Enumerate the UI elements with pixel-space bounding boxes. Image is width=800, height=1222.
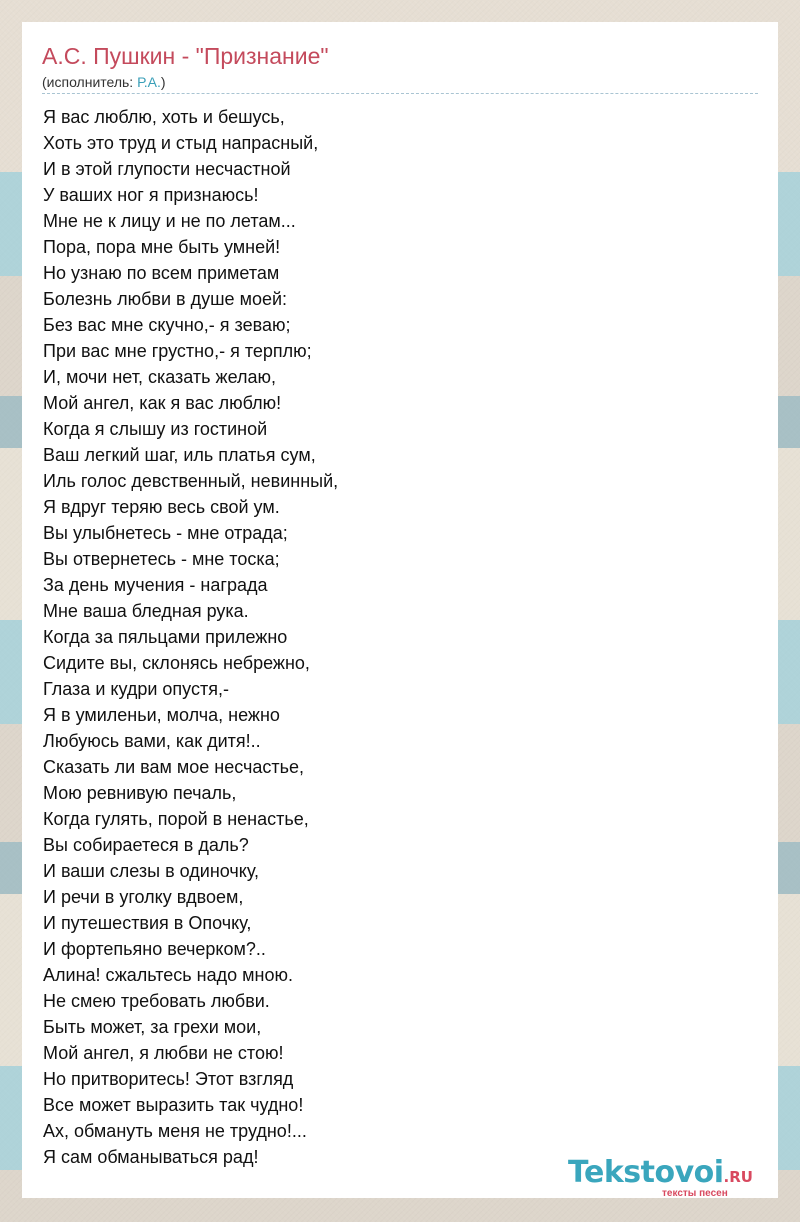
lyrics-card bbox=[22, 22, 778, 1198]
lyric-line: Пора, пора мне быть умней! bbox=[43, 237, 281, 257]
lyric-line: Все может выразить так чудно! bbox=[43, 1095, 304, 1115]
lyric-line: Мой ангел, я любви не стою! bbox=[43, 1043, 284, 1063]
lyric-line: Но узнаю по всем приметам bbox=[43, 263, 280, 283]
song-title: А.С. Пушкин - "Признание" bbox=[42, 43, 329, 69]
lyric-line: Я вдруг теряю весь свой ум. bbox=[43, 497, 280, 517]
lyric-line: Вы собираетеся в даль? bbox=[43, 835, 249, 855]
lyric-line: Глаза и кудри опустя,- bbox=[43, 679, 229, 699]
lyric-line: Любуюсь вами, как дитя!.. bbox=[43, 731, 261, 751]
lyric-line: Я сам обманываться рад! bbox=[43, 1147, 259, 1167]
lyric-line: И, мочи нет, сказать желаю, bbox=[43, 367, 277, 387]
lyric-line: Вы улыбнетесь - мне отрада; bbox=[43, 523, 288, 543]
lyric-line: Болезнь любви в душе моей: bbox=[43, 289, 288, 309]
lyrics-text bbox=[43, 104, 338, 1170]
lyric-line: При вас мне грустно,- я терплю; bbox=[43, 341, 312, 361]
site-logo[interactable] bbox=[568, 1156, 778, 1200]
lyric-line: И речи в уголку вдвоем, bbox=[43, 887, 244, 907]
lyric-line: Мою ревнивую печаль, bbox=[43, 783, 237, 803]
lyric-line: Мне ваша бледная рука. bbox=[43, 601, 249, 621]
lyric-line: Быть может, за грехи мои, bbox=[43, 1017, 262, 1037]
lyric-line: За день мучения - награда bbox=[43, 575, 268, 595]
lyric-line: Иль голос девственный, невинный, bbox=[43, 471, 339, 491]
lyric-line: У ваших ног я признаюсь! bbox=[43, 185, 259, 205]
lyric-line: Алина! сжальтесь надо мною. bbox=[43, 965, 293, 985]
lyric-line: И в этой глупости несчастной bbox=[43, 159, 291, 179]
lyric-line: Без вас мне скучно,- я зеваю; bbox=[43, 315, 291, 335]
lyric-line: Я вас люблю, хоть и бешусь, bbox=[43, 107, 285, 127]
lyric-line: И фортепьяно вечерком?.. bbox=[43, 939, 266, 959]
performer-suffix: ) bbox=[160, 74, 166, 90]
lyric-line: Когда я слышу из гостиной bbox=[43, 419, 268, 439]
title-divider bbox=[42, 93, 758, 94]
lyric-line: Когда гулять, порой в ненастье, bbox=[43, 809, 309, 829]
lyric-line: И путешествия в Опочку, bbox=[43, 913, 252, 933]
performer-link[interactable]: Р.А. bbox=[137, 74, 161, 90]
logo-tld: .RU bbox=[723, 1168, 753, 1186]
lyric-line: Сидите вы, склонясь небрежно, bbox=[43, 653, 310, 673]
lyric-line: Хоть это труд и стыд напрасный, bbox=[43, 133, 319, 153]
performer-prefix: (исполнитель: bbox=[42, 74, 138, 90]
lyric-line: Но притворитесь! Этот взгляд bbox=[43, 1069, 294, 1089]
lyric-line: Ах, обмануть меня не трудно!... bbox=[43, 1121, 307, 1141]
lyric-line: Когда за пяльцами прилежно bbox=[43, 627, 288, 647]
lyric-line: Ваш легкий шаг, иль платья сум, bbox=[43, 445, 316, 465]
logo-word: Tekstovoi bbox=[568, 1155, 724, 1190]
lyric-line: Вы отвернетесь - мне тоска; bbox=[43, 549, 280, 569]
lyric-line: Сказать ли вам мое несчастье, bbox=[43, 757, 305, 777]
lyric-line: Я в умиленьи, молча, нежно bbox=[43, 705, 280, 725]
lyric-line: Не смею требовать любви. bbox=[43, 991, 270, 1011]
lyric-line: И ваши слезы в одиночку, bbox=[43, 861, 260, 881]
logo-tagline: тексты песен bbox=[662, 1188, 728, 1199]
lyric-line: Мне не к лицу и не по летам... bbox=[43, 211, 296, 231]
performer-line bbox=[42, 73, 166, 91]
lyric-line: Мой ангел, как я вас люблю! bbox=[43, 393, 282, 413]
